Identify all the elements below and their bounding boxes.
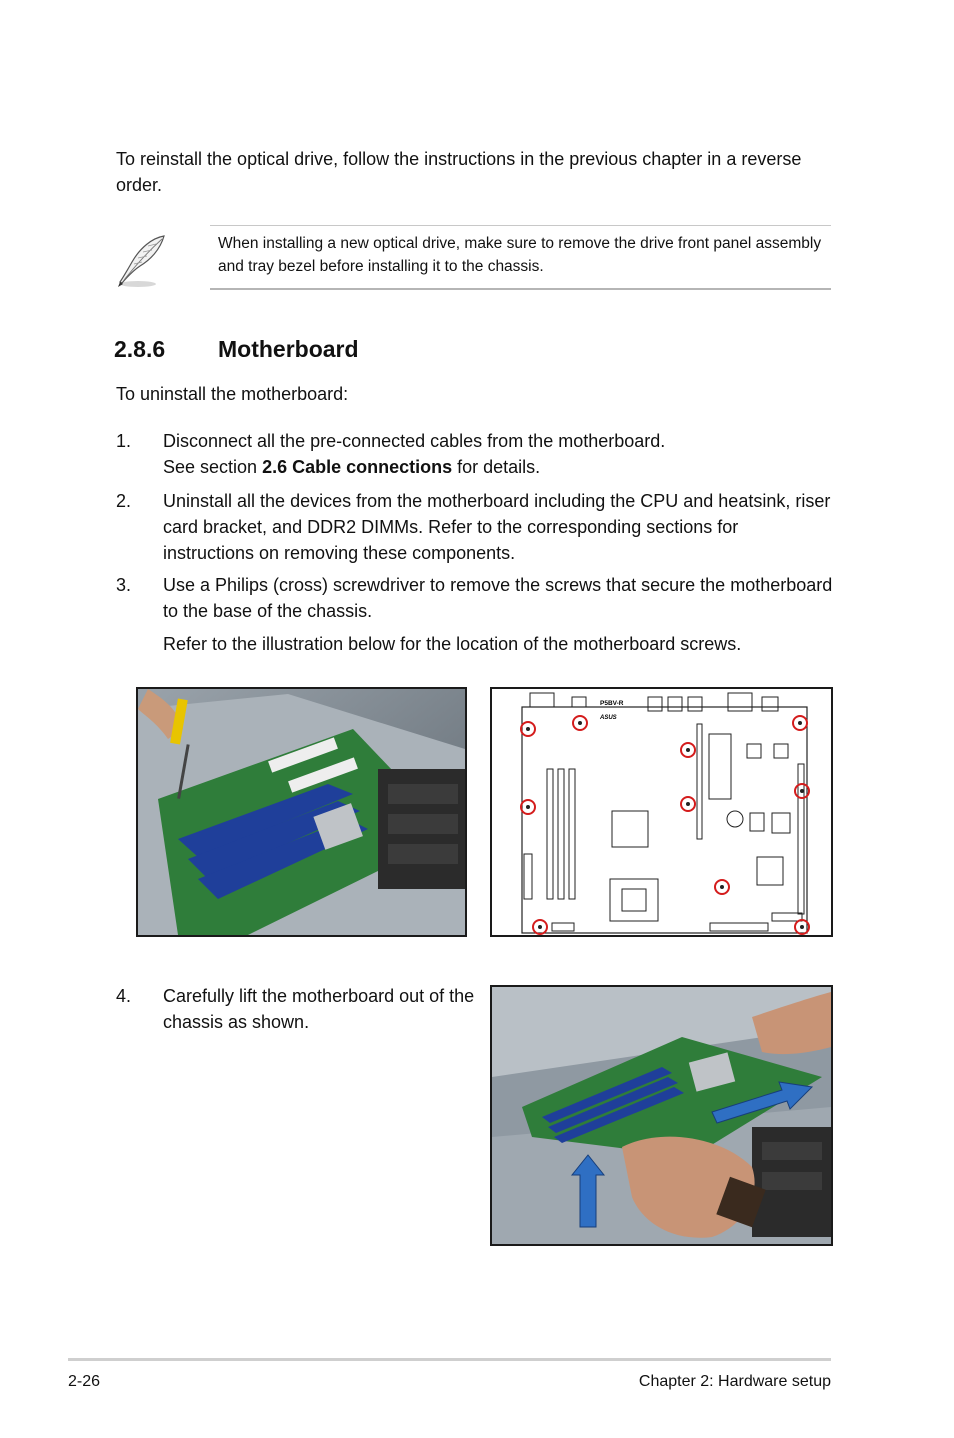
step-2-number: 2.: [116, 491, 132, 511]
step-1-pre: See section: [163, 457, 263, 477]
step-3-extra: Refer to the illustration below for the location of the motherboard screws.: [163, 634, 742, 654]
step-1-line2: [163, 454, 833, 480]
note-bottom-rule: [210, 288, 831, 290]
step-1-crossref: 2.6 Cable connections: [262, 457, 453, 477]
step-4-text: Carefully lift the motherboard out of the chassis as shown.: [163, 986, 475, 1032]
step-1-text: [163, 428, 833, 480]
step-1-line1: Disconnect all the pre-connected cables from the motherboard.: [163, 431, 666, 451]
photo-screw-removal: [136, 687, 467, 937]
photo-lift-motherboard: [490, 985, 833, 1246]
page-number: 2-26: [68, 1373, 101, 1390]
diagram-model-label: P5BV-R: [600, 700, 624, 707]
pen-note-icon: [112, 232, 172, 292]
step-1-post: for details.: [452, 457, 541, 477]
note-top-rule: [210, 225, 831, 226]
step-3-number: 3.: [116, 575, 132, 595]
note-text: When installing a new optical drive, make sure to remove the drive front panel assembly and tray bezel before installing it to the chassis.: [218, 235, 822, 275]
section-heading: [114, 336, 359, 363]
lead-text: To uninstall the motherboard:: [116, 384, 349, 404]
step-2-text: Uninstall all the devices from the motherboard including the CPU and heatsink, riser card bracket, and DDR2 DIMMs. Refer to the corresponding sections for instructions on removing these components.: [163, 491, 831, 563]
intro-paragraph: To reinstall the optical drive, follow the instructions in the previous chapter in a reverse order.: [116, 149, 802, 195]
step-3-text: Use a Philips (cross) screwdriver to remove the screws that secure the motherboard to the base of the chassis.: [163, 575, 833, 621]
chapter-label: Chapter 2: Hardware setup: [638, 1373, 831, 1390]
diagram-brand-label: ASUS: [600, 715, 617, 721]
step-1-number: 1.: [116, 431, 132, 451]
footer-rule: [68, 1358, 831, 1361]
step-4-number: 4.: [116, 986, 132, 1006]
motherboard-screw-diagram: [490, 687, 833, 937]
section-number: 2.8.6: [114, 336, 166, 362]
section-title: Motherboard: [218, 336, 359, 362]
